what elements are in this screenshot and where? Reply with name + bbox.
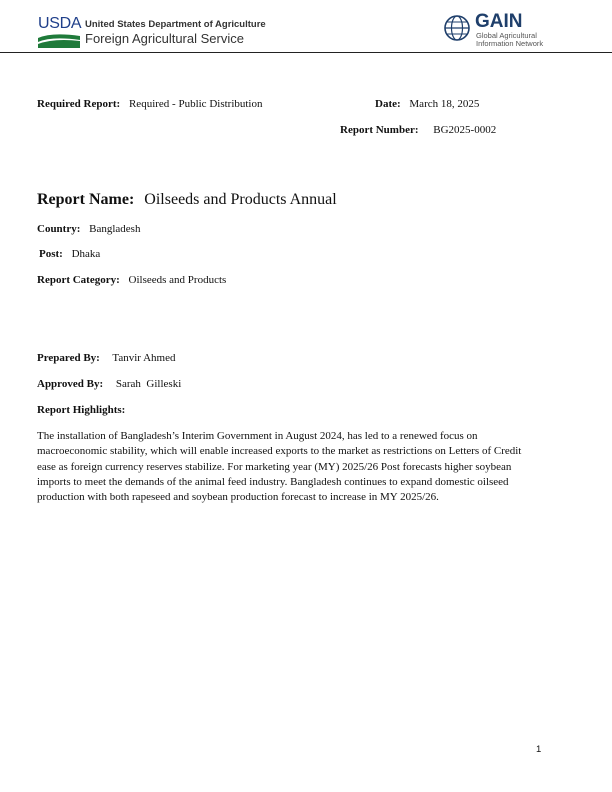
approved-by-value: Sarah Gilleski [115, 378, 182, 390]
prepared-by-label: Prepared By: [37, 352, 100, 364]
date-label: Date: [375, 98, 401, 110]
post-label: Post: [39, 248, 63, 260]
required-report-label: Required Report: [37, 98, 121, 110]
report-category-value: Oilseeds and Products [128, 274, 227, 286]
required-report-row [37, 98, 262, 110]
date-value: March 18, 2025 [409, 98, 480, 110]
approved-by-row [37, 378, 181, 390]
usda-agency-name: Foreign Agricultural Service [85, 31, 244, 46]
usda-department-name: United States Department of Agriculture [85, 19, 266, 30]
post-value: Dhaka [71, 248, 101, 260]
globe-icon [443, 14, 471, 42]
report-highlights-heading [37, 404, 131, 416]
usda-logo [38, 16, 80, 48]
country-label: Country: [37, 223, 81, 235]
report-name-value: Oilseeds and Products Annual [144, 191, 337, 208]
page-number: 1 [536, 744, 542, 755]
gain-logo-text: GAIN [475, 11, 523, 32]
report-number-value: BG2025-0002 [433, 124, 497, 136]
prepared-by-row [37, 352, 175, 364]
gain-subtitle-line1: Global Agricultural [476, 31, 537, 40]
report-name-row [37, 191, 337, 209]
report-category-label: Report Category: [37, 274, 120, 286]
post-row [39, 248, 100, 260]
report-number-row [340, 124, 496, 136]
report-number-label: Report Number: [340, 124, 419, 136]
required-report-value: Required - Public Distribution [128, 98, 263, 110]
prepared-by-value: Tanvir Ahmed [112, 352, 176, 364]
gain-subtitle-line2: Information Network [476, 39, 544, 48]
header-divider [0, 52, 612, 53]
report-highlights-label: Report Highlights: [37, 404, 126, 416]
report-highlights-body: The installation of Bangladesh’s Interim Government in August 2024, has led to a renewed focus on macroeconomic stability, which will enable increased exports to the market as restrictions on Letters of Credit ease as foreign currency reserves stabilize. For marketing year (MY) 2025/26 Post forecasts higher soybean imports to meet the demands of the animal feed industry. Bangladesh continues to expand domestic oilseed production with both rapeseed and soybean production forecast to increase in MY 2025/26. [37, 430, 522, 504]
usda-logo-hills [38, 32, 80, 48]
approved-by-label: Approved By: [37, 378, 104, 390]
report-category-row [37, 274, 226, 286]
date-row [375, 98, 479, 110]
report-name-label: Report Name: [37, 191, 135, 208]
country-row [37, 223, 140, 235]
country-value: Bangladesh [89, 223, 141, 235]
usda-logo-text: USDA [38, 15, 82, 32]
